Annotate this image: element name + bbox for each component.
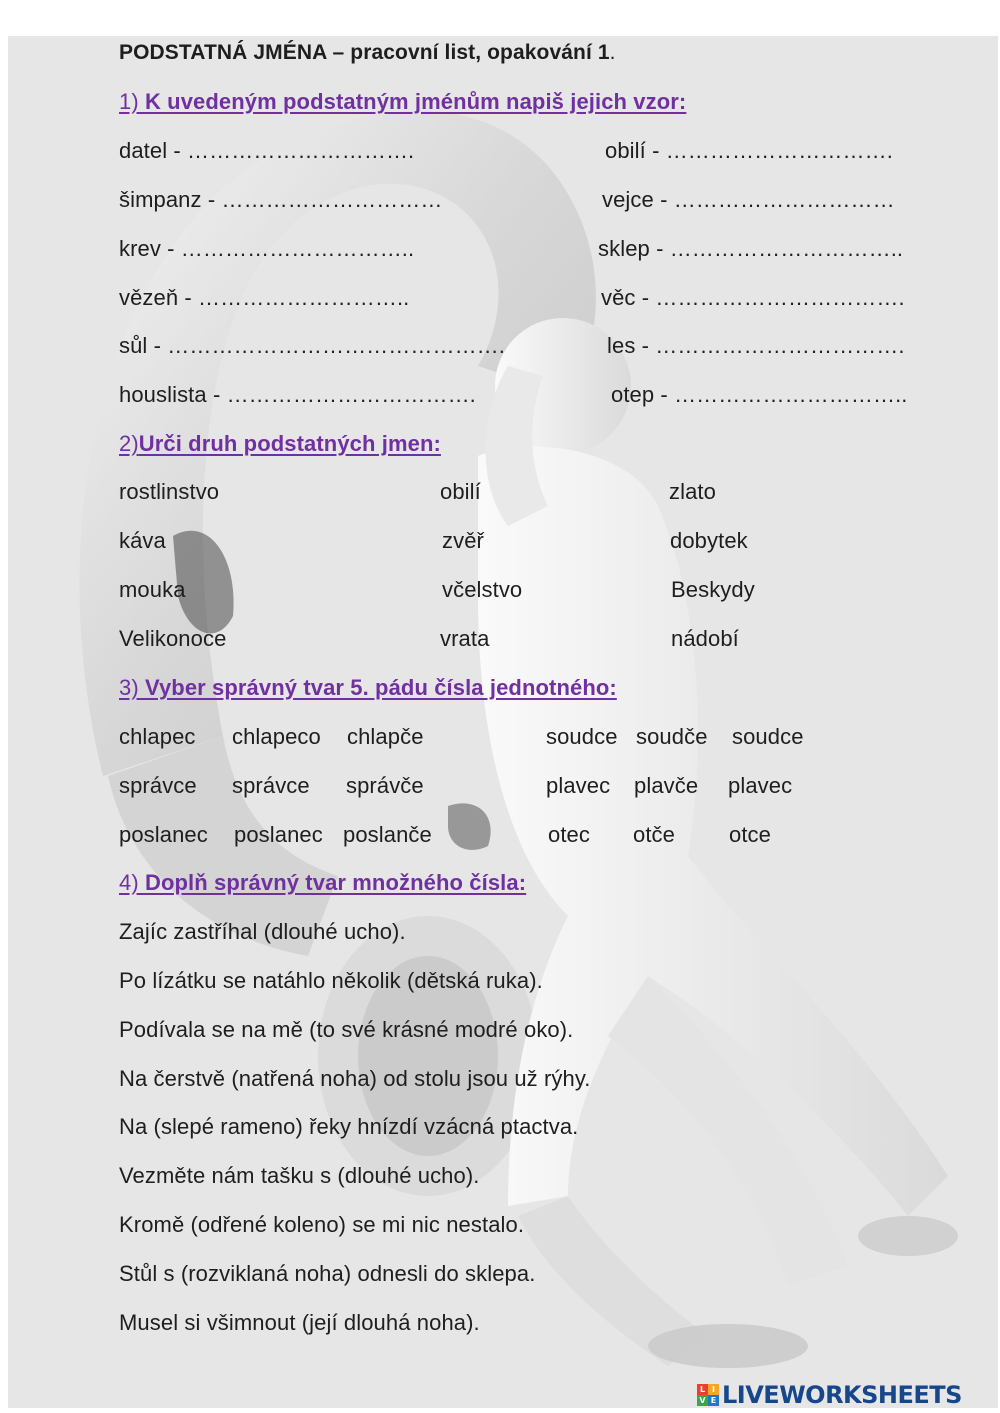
section1-right-item: vejce - ………………………… [602, 187, 895, 212]
section1-right-item: obilí - …………………………. [605, 138, 893, 163]
section2-word: vrata [440, 626, 490, 651]
exercise-sentence: Podívala se na mě (to své krásné modré oko). [119, 1017, 574, 1042]
exercise-sentence: Na (slepé rameno) řeky hnízdí vzácná ptactva. [119, 1114, 579, 1139]
exercise-sentence: Musel si všimnout (její dlouhá noha). [119, 1310, 480, 1335]
section1-left-item: datel - …………………………. [119, 138, 415, 163]
vocative-option[interactable]: poslanče [343, 822, 432, 847]
vocative-option[interactable]: chlapče [347, 724, 424, 749]
vocative-option[interactable]: otec [548, 822, 590, 847]
logo-letter-i: I [708, 1384, 719, 1395]
vocative-option[interactable]: soudče [636, 724, 708, 749]
section2-word: mouka [119, 577, 186, 602]
section1-left-item: sůl - ………………………………………. [119, 333, 505, 358]
section2-word: káva [119, 528, 166, 553]
section1-right-item: les - ……………………………. [607, 333, 905, 358]
section2-word: zlato [669, 479, 716, 504]
section2-word: Velikonoce [119, 626, 227, 651]
exercise-sentence: Stůl s (rozviklaná noha) odnesli do sklepa. [119, 1261, 536, 1286]
section2-heading: 2)Urči druh podstatných jmen: [119, 431, 441, 456]
section4-heading: 4) Doplň správný tvar množného čísla: [119, 870, 527, 895]
vocative-option[interactable]: otce [729, 822, 771, 847]
section2-word: zvěř [442, 528, 484, 553]
exercise-sentence: Vezměte nám tašku s (dlouhé ucho). [119, 1163, 480, 1188]
vocative-option[interactable]: plavec [728, 773, 793, 798]
section1-right-item: otep - ………………………….. [611, 382, 908, 407]
section2-word: rostlinstvo [119, 479, 220, 504]
vocative-option[interactable]: poslanec [119, 822, 208, 847]
exercise-sentence: Zajíc zastříhal (dlouhé ucho). [119, 919, 406, 944]
section1-right-item: věc - ……………………………. [601, 285, 905, 310]
vocative-option[interactable]: chlapeco [232, 724, 321, 749]
section3-heading: 3) Vyber správný tvar 5. pádu čísla jednotného: [119, 675, 617, 700]
logo-letter-l: L [697, 1384, 708, 1395]
section2-word: nádobí [671, 626, 739, 651]
page-title: PODSTATNÁ JMÉNA – pracovní list, opakování 1. [119, 41, 616, 64]
logo-letter-e: E [708, 1395, 719, 1406]
exercise-sentence: Kromě (odřené koleno) se mi nic nestalo. [119, 1212, 525, 1237]
exercise-sentence: Na čerstvě (natřená noha) od stolu jsou už rýhy. [119, 1066, 591, 1091]
vocative-option[interactable]: chlapec [119, 724, 196, 749]
liveworksheets-logo-icon [697, 1384, 719, 1406]
section2-word: obilí [440, 479, 481, 504]
section2-word: včelstvo [442, 577, 523, 602]
vocative-option[interactable]: správče [346, 773, 424, 798]
vocative-option[interactable]: plavče [634, 773, 699, 798]
section1-heading: 1) K uvedeným podstatným jménům napiš jejich vzor: [119, 89, 687, 114]
vocative-option[interactable]: správce [119, 773, 197, 798]
liveworksheets-brand[interactable] [697, 1380, 962, 1410]
vocative-option[interactable]: otče [633, 822, 675, 847]
vocative-option[interactable]: plavec [546, 773, 611, 798]
vocative-option[interactable]: soudce [732, 724, 804, 749]
section1-left-item: vězeň - ……………………….. [119, 285, 410, 310]
vocative-option[interactable]: správce [232, 773, 310, 798]
exercise-sentence: Po lízátku se natáhlo několik (dětská ruka). [119, 968, 543, 993]
liveworksheets-wordmark: LIVEWORKSHEETS [722, 1381, 962, 1409]
section1-left-item: houslista - ……………………………. [119, 382, 476, 407]
section1-right-item: sklep - ………………………….. [598, 236, 904, 261]
logo-letter-v: V [697, 1395, 708, 1406]
section1-left-item: krev - ………………………….. [119, 236, 415, 261]
section2-word: dobytek [670, 528, 748, 553]
vocative-option[interactable]: poslanec [234, 822, 323, 847]
section2-word: Beskydy [671, 577, 755, 602]
vocative-option[interactable]: soudce [546, 724, 618, 749]
section1-left-item: šimpanz - ………………………… [119, 187, 443, 212]
